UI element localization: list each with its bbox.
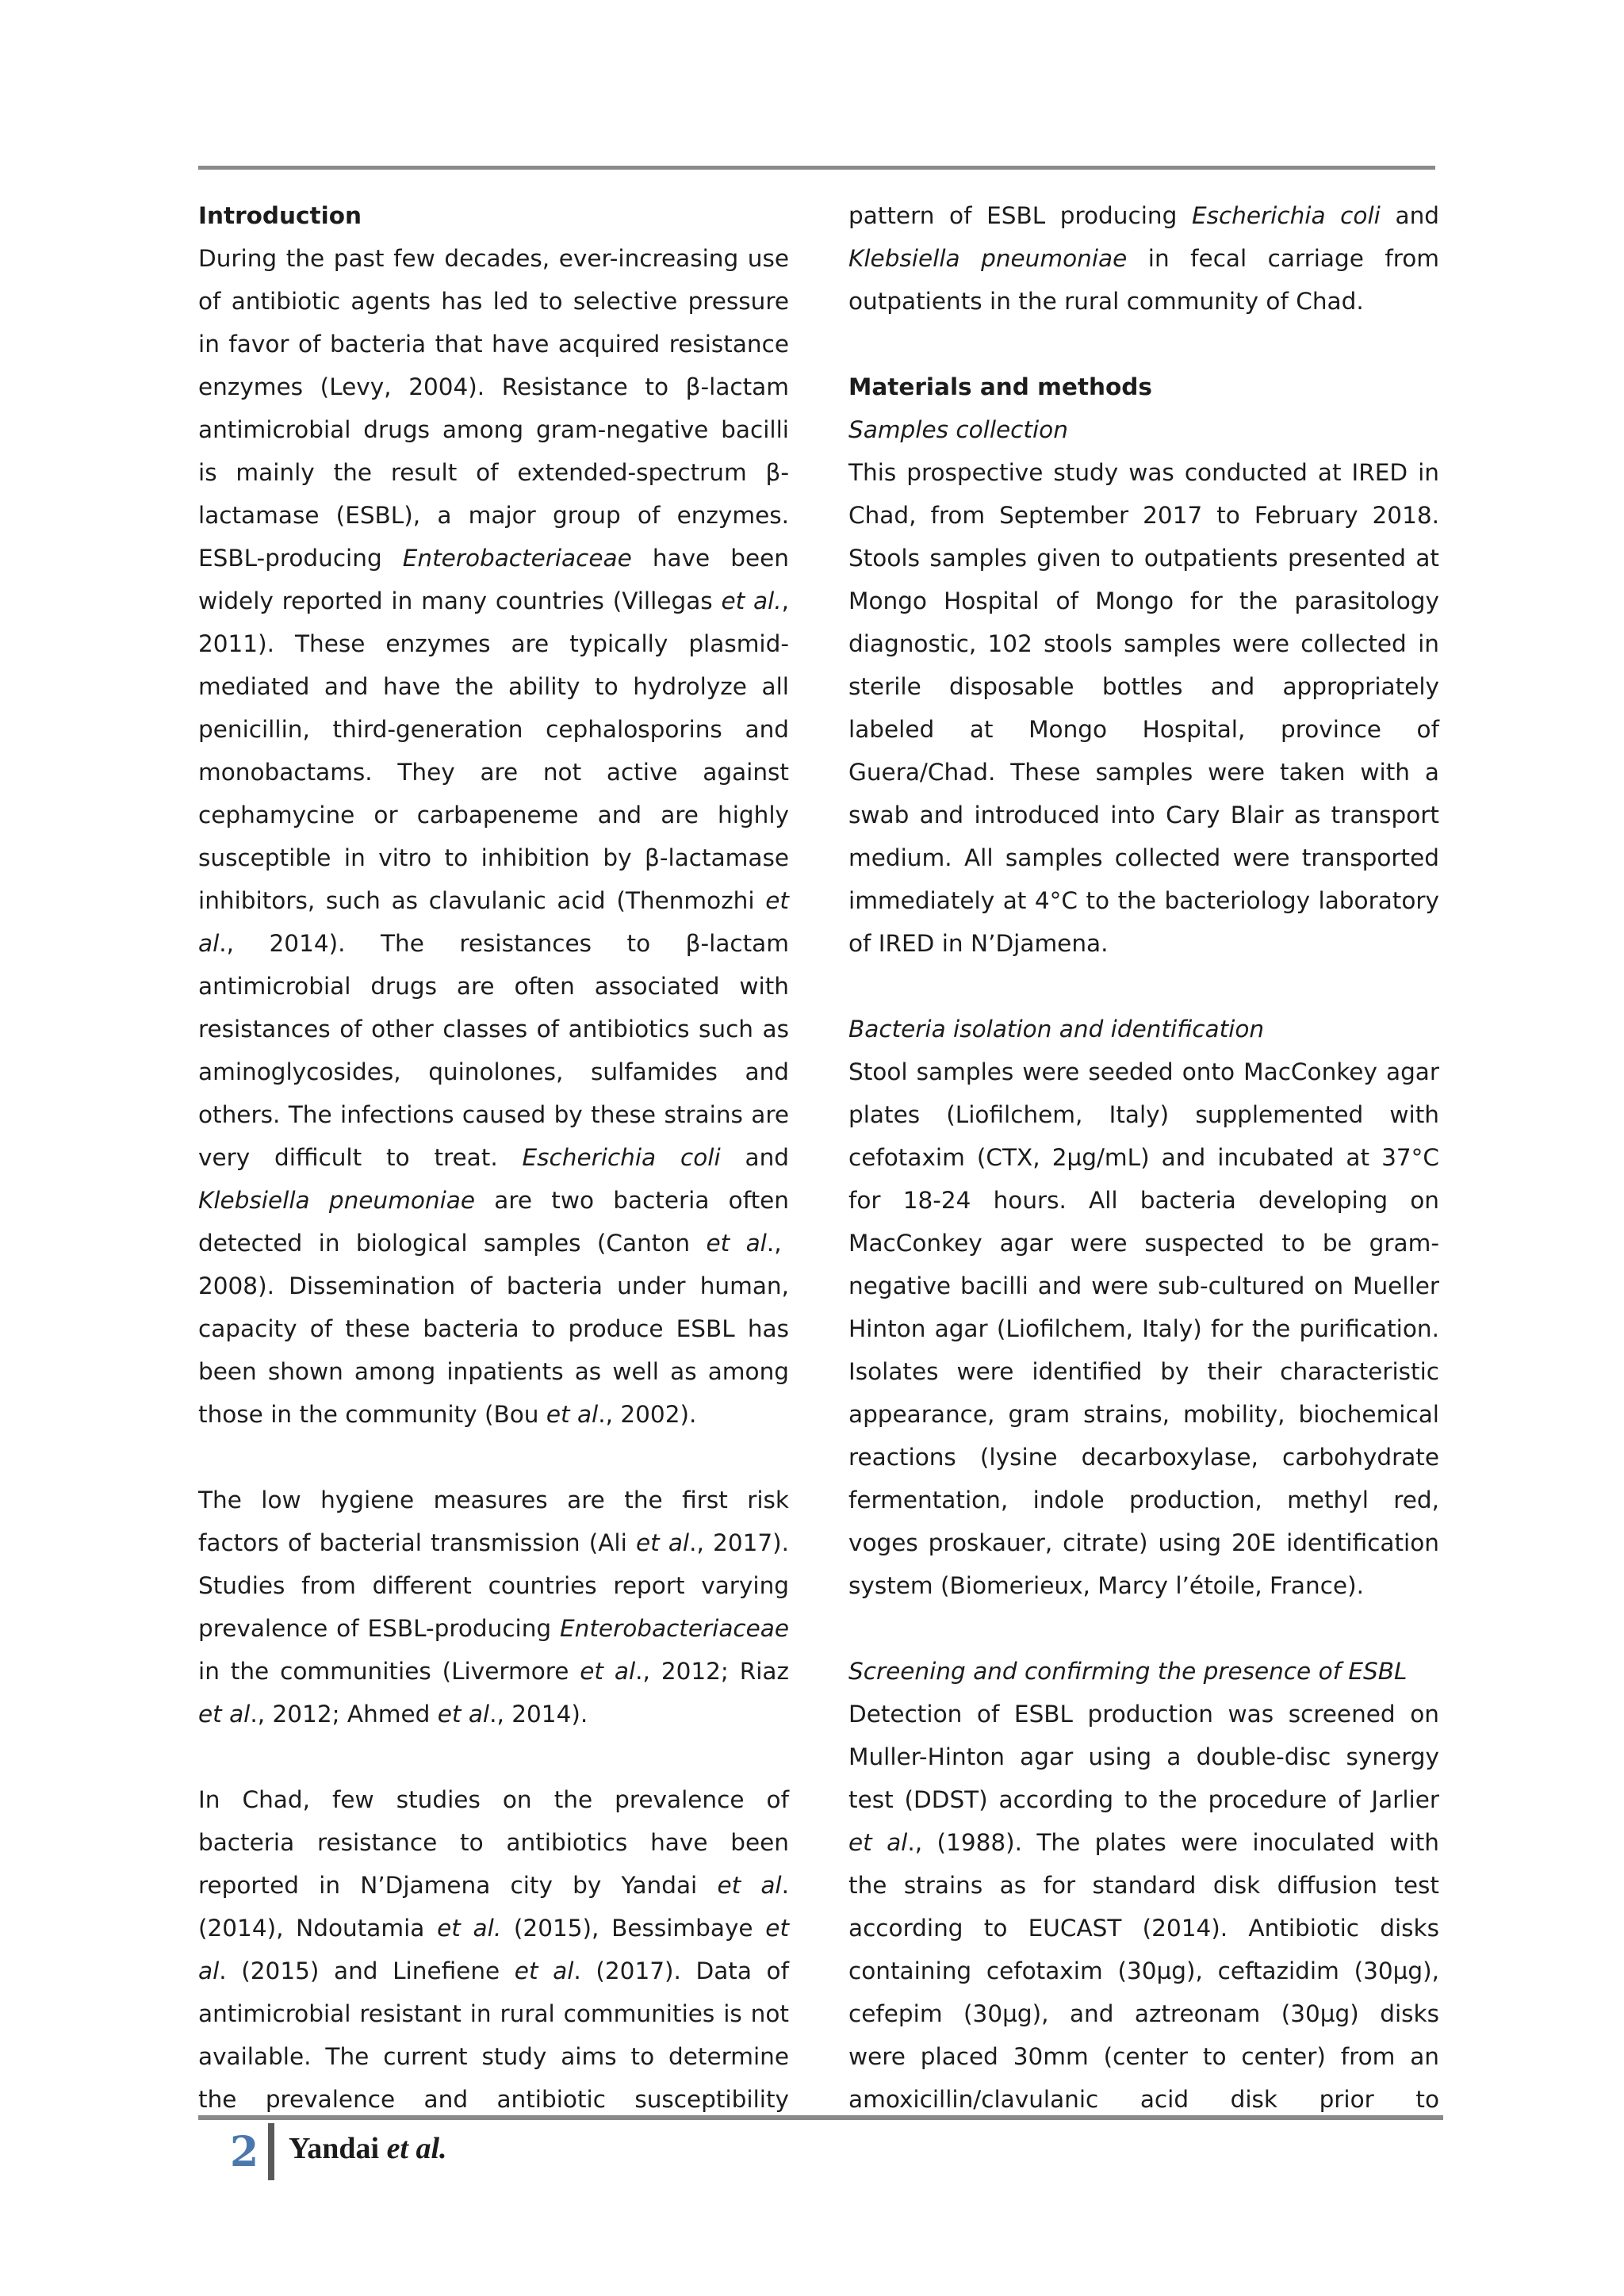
text-line [198,1136,789,1179]
text-line [198,537,789,580]
italic-term: et al [546,1401,599,1428]
text-run: and [1380,202,1439,229]
subheading-bacteria-isolation: Bacteria isolation and identification [848,1016,1265,1043]
italic-term: et al [437,1701,490,1728]
italic-term: Escherichia coli [522,1144,721,1171]
text-line: mediated and have the ability to hydrolyze all [198,673,789,700]
text-line [198,1179,789,1222]
text-run: ESBL-producing [198,545,403,572]
text-line: diagnostic, 102 stools samples were collected in [848,630,1439,657]
text-line: others. The infections caused by these strains are [198,1101,789,1128]
text-run: pattern of ESBL producing [848,202,1192,229]
left-column [198,194,789,2121]
text-run: have been [631,545,789,572]
text-line: monobactams. They are not active against [198,759,789,786]
italic-term: Enterobacteriaceae [402,545,632,572]
text-line: Hinton agar (Liofilchem, Italy) for the purification. [848,1315,1439,1342]
text-run: ., 2012; Riaz [635,1658,789,1685]
italic-term: et al. [721,587,782,614]
paragraph [198,1479,789,1735]
text-line: been shown among inpatients as well as among [198,1358,789,1385]
paragraph [848,451,1439,965]
text-run: widely reported in many countries (Villegas [198,587,722,614]
text-run: (2015), Bessimbaye [501,1915,766,1942]
text-run: ., 2014). The resistances to β-lactam [219,930,789,957]
text-line: cefotaxim (CTX, 2µg/mL) and incubated at 37°C [848,1144,1439,1171]
text-line: fermentation, indole production, methyl red, [848,1487,1439,1513]
text-run: inhibitors, such as clavulanic acid (Thenmozhi [198,887,766,914]
text-run: ., [766,1230,789,1257]
italic-term: et [765,1915,790,1942]
text-line: Mongo Hospital of Mongo for the parasitology [848,587,1439,614]
text-line: Isolates were identified by their characteristic [848,1358,1439,1385]
text-line: Muller-Hinton agar using a double-disc synergy [848,1743,1439,1770]
italic-term: al [198,930,220,957]
text-line: system (Biomerieux, Marcy l’étoile, France). [848,1572,1364,1599]
text-line: labeled at Mongo Hospital, province of [848,716,1439,743]
text-line [848,1821,1439,1864]
text-line: Studies from different countries report varying [198,1572,789,1599]
text-line [198,1907,789,1950]
text-run: those in the community (Bou [198,1401,546,1428]
text-line: appearance, gram strains, mobility, biochemical [848,1401,1439,1428]
section-heading-introduction: Introduction [198,202,362,229]
italic-term: et al [717,1872,782,1899]
text-run: , [781,587,789,614]
italic-term: Klebsiella pneumoniae [848,245,1128,272]
text-run: ., 2017). [689,1529,790,1556]
text-line [848,237,1439,280]
text-line [848,194,1439,237]
text-run: . (2015) and Linefiene [219,1957,515,1984]
text-run: factors of bacterial transmission (Ali [198,1529,636,1556]
text-line [198,580,789,622]
text-line [198,1607,789,1650]
subheading-samples-collection: Samples collection [848,416,1068,443]
italic-term: et al [580,1658,636,1685]
italic-term: Klebsiella pneumoniae [198,1187,476,1214]
italic-term: et al [848,1829,908,1856]
text-line: enzymes (Levy, 2004). Resistance to β-lactam [198,373,789,400]
text-line [198,1222,789,1265]
text-line: reactions (lysine decarboxylase, carbohydrate [848,1444,1439,1471]
text-run: very difficult to treat. [198,1144,523,1171]
text-line: antimicrobial drugs among gram-negative bacilli [198,416,789,443]
text-line: Detection of ESBL production was screened on [848,1701,1439,1728]
text-run: prevalence of ESBL-producing [198,1615,561,1642]
text-line: in favor of bacteria that have acquired resistance [198,331,789,358]
text-line: of antibiotic agents has led to selective pressure [198,288,789,315]
text-line [198,1393,789,1436]
text-run: detected in biological samples (Canton [198,1230,707,1257]
text-line: sterile disposable bottles and appropriately [848,673,1439,700]
text-line: antimicrobial resistant in rural communities is not [198,2000,789,2027]
text-line: test (DDST) according to the procedure of Jarlier [848,1786,1439,1813]
text-line: resistances of other classes of antibiotics such as [198,1016,789,1043]
text-line: the strains as for standard disk diffusion test [848,1872,1439,1899]
text-line: immediately at 4°C to the bacteriology laboratory [848,887,1439,914]
text-line: Stools samples given to outpatients presented at [848,545,1439,572]
text-run: in fecal carriage from [1127,245,1440,272]
text-line: capacity of these bacteria to produce ESBL has [198,1315,789,1342]
text-line: were placed 30mm (center to center) from an [848,2043,1439,2070]
text-line: according to EUCAST (2014). Antibiotic disks [848,1915,1439,1942]
text-line: is mainly the result of extended-spectrum β- [198,459,789,486]
text-run: are two bacteria often [475,1187,789,1214]
text-line: Guera/Chad. These samples were taken with a [848,759,1439,786]
text-line: cephamycine or carbapeneme and are highly [198,802,789,828]
paragraph [848,1050,1439,1607]
text-line: During the past few decades, ever-increasing use [198,245,789,272]
text-line: amoxicillin/clavulanic acid disk prior to [848,2086,1439,2113]
paragraph [848,194,1439,323]
text-line: MacConkey agar were suspected to be gram- [848,1230,1439,1257]
text-line: voges proskauer, citrate) using 20E identification [848,1529,1439,1556]
text-line: cefepim (30µg), and aztreonam (30µg) disks [848,2000,1439,2027]
text-line [198,1650,789,1693]
text-line: Stool samples were seeded onto MacConkey agar [848,1058,1439,1085]
right-column [848,194,1439,2121]
text-run: ., 2014). [489,1701,588,1728]
text-line: the prevalence and antibiotic susceptibility [198,2086,789,2113]
page-number: 2 [230,2128,259,2176]
italic-term: et al [706,1230,767,1257]
text-line: The low hygiene measures are the first risk [198,1487,789,1513]
footer-divider [268,2123,274,2180]
subheading-esbl-screening: Screening and confirming the presence of ESBL [848,1658,1408,1685]
text-line: In Chad, few studies on the prevalence of [198,1786,789,1813]
text-run: reported in N’Djamena city by Yandai [198,1872,718,1899]
running-author [289,2131,447,2166]
text-line [198,1864,789,1907]
text-line: lactamase (ESBL), a major group of enzymes. [198,502,789,529]
text-run: ., (1988). The plates were inoculated with [907,1829,1439,1856]
italic-term: Enterobacteriaceae [560,1615,789,1642]
text-run: and [720,1144,790,1171]
author-name: Yandai [289,2132,380,2165]
text-line: penicillin, third-generation cephalosporins and [198,716,789,743]
text-run: (2014), Ndoutamia [198,1915,438,1942]
text-run: . (2017). Data of [573,1957,789,1984]
text-run: . [781,1872,790,1899]
italic-term: et al [198,1701,251,1728]
text-line: This prospective study was conducted at IRED in [848,459,1439,486]
text-line: aminoglycosides, quinolones, sulfamides and [198,1058,789,1085]
text-line [198,922,789,965]
italic-term: et al [514,1957,574,1984]
text-line: negative bacilli and were sub-cultured on Mueller [848,1272,1439,1299]
paragraph [848,1693,1439,2121]
text-line [198,1521,789,1564]
paragraph [198,1778,789,2121]
text-line: bacteria resistance to antibiotics have been [198,1829,789,1856]
italic-term: et al. [437,1915,502,1942]
paragraph [198,237,789,1436]
text-line: swab and introduced into Cary Blair as transport [848,802,1439,828]
italic-term: al [198,1957,220,1984]
author-etal: et al. [386,2132,447,2165]
text-line: Chad, from September 2017 to February 2018. [848,502,1439,529]
text-line: medium. All samples collected were transported [848,844,1439,871]
text-line: available. The current study aims to determine [198,2043,789,2070]
italic-term: Escherichia coli [1191,202,1381,229]
italic-term: et [765,887,789,914]
text-run: ., 2012; Ahmed [250,1701,438,1728]
text-line: 2011). These enzymes are typically plasmid- [198,630,789,657]
section-heading-materials-methods: Materials and methods [848,373,1152,400]
text-line: susceptible in vitro to inhibition by β-lactamase [198,844,789,871]
text-line: of IRED in N’Djamena. [848,930,1109,957]
footer-rule [198,2115,1443,2120]
text-line [198,1950,789,1992]
text-line: antimicrobial drugs are often associated with [198,973,789,1000]
text-line: 2008). Dissemination of bacteria under human, [198,1272,789,1299]
header-rule [198,166,1435,170]
text-run: in the communities (Livermore [198,1658,580,1685]
italic-term: et al [635,1529,690,1556]
text-run: ., 2002). [598,1401,697,1428]
text-line: outpatients in the rural community of Chad. [848,288,1364,315]
text-line [198,1693,789,1735]
text-line: for 18-24 hours. All bacteria developing on [848,1187,1439,1214]
text-line: plates (Liofilchem, Italy) supplemented with [848,1101,1439,1128]
text-line [198,879,789,922]
text-line: containing cefotaxim (30µg), ceftazidim (30µg), [848,1957,1439,1984]
